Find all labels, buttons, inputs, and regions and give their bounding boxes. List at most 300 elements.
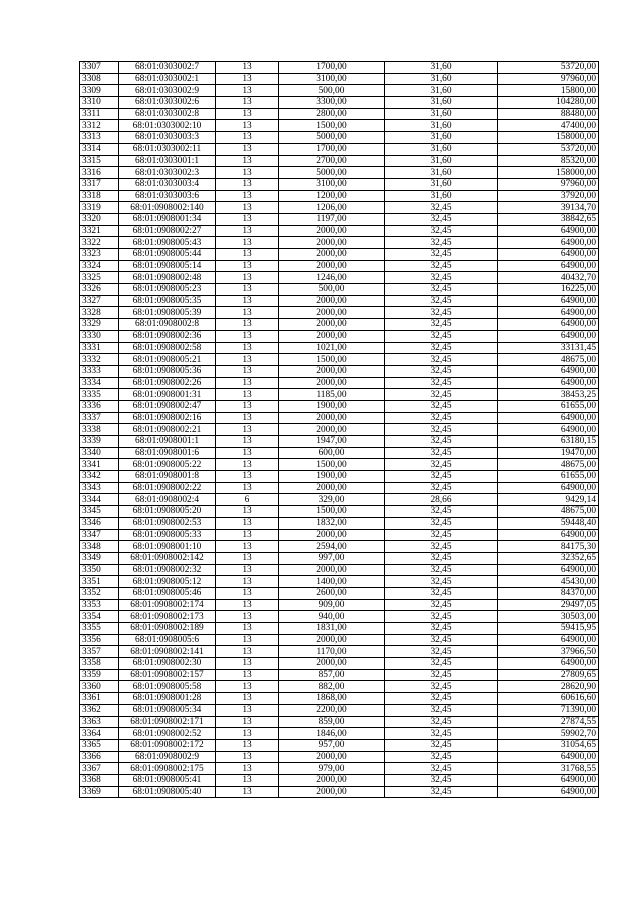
table-row	[80, 284, 599, 296]
amount-cell: 64900,00	[498, 634, 599, 646]
rate-cell: 32,45	[385, 471, 498, 483]
cadastral-number-cell: 68:01:0908001:34	[119, 213, 216, 225]
row-number-cell: 3340	[80, 447, 119, 459]
amount-cell: 64900,00	[498, 249, 599, 261]
data-table	[79, 61, 599, 798]
row-number-cell: 3330	[80, 330, 119, 342]
table-row	[80, 237, 599, 249]
cadastral-number-cell: 68:01:0908005:35	[119, 295, 216, 307]
row-number-cell: 3341	[80, 459, 119, 471]
area-cell: 3100,00	[279, 73, 385, 85]
row-number-cell: 3332	[80, 354, 119, 366]
amount-cell: 88480,00	[498, 108, 599, 120]
table-row	[80, 155, 599, 167]
amount-cell: 29497,05	[498, 599, 599, 611]
rate-cell: 32,45	[385, 774, 498, 786]
amount-cell: 16225,00	[498, 284, 599, 296]
amount-cell: 59902,70	[498, 728, 599, 740]
row-number-cell: 3366	[80, 751, 119, 763]
area-cell: 3300,00	[279, 97, 385, 109]
category-cell: 13	[216, 704, 279, 716]
category-cell: 13	[216, 97, 279, 109]
row-number-cell: 3310	[80, 97, 119, 109]
cadastral-number-cell: 68:01:0303003:3	[119, 132, 216, 144]
row-number-cell: 3307	[80, 62, 119, 74]
rate-cell: 32,45	[385, 319, 498, 331]
rate-cell: 32,45	[385, 436, 498, 448]
row-number-cell: 3356	[80, 634, 119, 646]
cadastral-number-cell: 68:01:0908005:44	[119, 249, 216, 261]
rate-cell: 32,45	[385, 295, 498, 307]
rate-cell: 31,60	[385, 73, 498, 85]
rate-cell: 32,45	[385, 307, 498, 319]
category-cell: 13	[216, 249, 279, 261]
amount-cell: 38842,65	[498, 213, 599, 225]
cadastral-number-cell: 68:01:0908002:4	[119, 494, 216, 506]
category-cell: 13	[216, 213, 279, 225]
rate-cell: 32,45	[385, 646, 498, 658]
row-number-cell: 3334	[80, 377, 119, 389]
row-number-cell: 3345	[80, 506, 119, 518]
rate-cell: 32,45	[385, 552, 498, 564]
area-cell: 1500,00	[279, 354, 385, 366]
amount-cell: 84370,00	[498, 587, 599, 599]
area-cell: 2700,00	[279, 155, 385, 167]
table-row	[80, 506, 599, 518]
cadastral-number-cell: 68:01:0908002:172	[119, 739, 216, 751]
rate-cell: 32,45	[385, 506, 498, 518]
table-row	[80, 669, 599, 681]
row-number-cell: 3354	[80, 611, 119, 623]
area-cell: 500,00	[279, 85, 385, 97]
row-number-cell: 3368	[80, 774, 119, 786]
rate-cell: 32,45	[385, 611, 498, 623]
table-row	[80, 494, 599, 506]
amount-cell: 31768,55	[498, 763, 599, 775]
category-cell: 13	[216, 319, 279, 331]
category-cell: 13	[216, 716, 279, 728]
row-number-cell: 3312	[80, 120, 119, 132]
table-row	[80, 471, 599, 483]
amount-cell: 64900,00	[498, 319, 599, 331]
category-cell: 13	[216, 424, 279, 436]
row-number-cell: 3365	[80, 739, 119, 751]
category-cell: 13	[216, 693, 279, 705]
area-cell: 859,00	[279, 716, 385, 728]
area-cell: 1700,00	[279, 143, 385, 155]
table-row	[80, 307, 599, 319]
area-cell: 957,00	[279, 739, 385, 751]
amount-cell: 64900,00	[498, 260, 599, 272]
area-cell: 2000,00	[279, 564, 385, 576]
table-row	[80, 774, 599, 786]
cadastral-number-cell: 68:01:0908005:41	[119, 774, 216, 786]
amount-cell: 97960,00	[498, 73, 599, 85]
area-cell: 3100,00	[279, 178, 385, 190]
area-cell: 329,00	[279, 494, 385, 506]
amount-cell: 31054,65	[498, 739, 599, 751]
category-cell: 13	[216, 178, 279, 190]
row-number-cell: 3316	[80, 167, 119, 179]
row-number-cell: 3325	[80, 272, 119, 284]
amount-cell: 158000,00	[498, 167, 599, 179]
cadastral-number-cell: 68:01:0908002:48	[119, 272, 216, 284]
rate-cell: 32,45	[385, 751, 498, 763]
rate-cell: 31,60	[385, 132, 498, 144]
category-cell: 13	[216, 237, 279, 249]
table-row	[80, 564, 599, 576]
row-number-cell: 3355	[80, 623, 119, 635]
table-row	[80, 73, 599, 85]
amount-cell: 64900,00	[498, 786, 599, 798]
amount-cell: 48675,00	[498, 459, 599, 471]
rate-cell: 32,45	[385, 669, 498, 681]
row-number-cell: 3309	[80, 85, 119, 97]
area-cell: 5000,00	[279, 132, 385, 144]
row-number-cell: 3311	[80, 108, 119, 120]
cadastral-number-cell: 68:01:0908002:142	[119, 552, 216, 564]
category-cell: 13	[216, 120, 279, 132]
rate-cell: 32,45	[385, 786, 498, 798]
amount-cell: 85320,00	[498, 155, 599, 167]
cadastral-number-cell: 68:01:0908005:22	[119, 459, 216, 471]
table-row	[80, 704, 599, 716]
area-cell: 1947,00	[279, 436, 385, 448]
table-row	[80, 389, 599, 401]
row-number-cell: 3317	[80, 178, 119, 190]
cadastral-number-cell: 68:01:0303002:8	[119, 108, 216, 120]
table-row	[80, 576, 599, 588]
area-cell: 1832,00	[279, 517, 385, 529]
amount-cell: 47400,00	[498, 120, 599, 132]
category-cell: 13	[216, 552, 279, 564]
amount-cell: 104280,00	[498, 97, 599, 109]
amount-cell: 48675,00	[498, 354, 599, 366]
table-row	[80, 751, 599, 763]
area-cell: 1246,00	[279, 272, 385, 284]
table-row	[80, 482, 599, 494]
amount-cell: 27809,65	[498, 669, 599, 681]
category-cell: 13	[216, 599, 279, 611]
rate-cell: 32,45	[385, 576, 498, 588]
row-number-cell: 3329	[80, 319, 119, 331]
category-cell: 13	[216, 132, 279, 144]
row-number-cell: 3349	[80, 552, 119, 564]
cadastral-number-cell: 68:01:0908005:21	[119, 354, 216, 366]
row-number-cell: 3369	[80, 786, 119, 798]
cadastral-number-cell: 68:01:0908005:23	[119, 284, 216, 296]
row-number-cell: 3331	[80, 342, 119, 354]
area-cell: 2000,00	[279, 377, 385, 389]
table-row	[80, 225, 599, 237]
row-number-cell: 3362	[80, 704, 119, 716]
amount-cell: 48675,00	[498, 506, 599, 518]
cadastral-number-cell: 68:01:0303003:6	[119, 190, 216, 202]
amount-cell: 40432,70	[498, 272, 599, 284]
category-cell: 13	[216, 73, 279, 85]
category-cell: 13	[216, 751, 279, 763]
amount-cell: 30503,00	[498, 611, 599, 623]
area-cell: 2000,00	[279, 482, 385, 494]
area-cell: 2600,00	[279, 587, 385, 599]
rate-cell: 32,45	[385, 739, 498, 751]
area-cell: 2000,00	[279, 330, 385, 342]
table-row	[80, 587, 599, 599]
table-row	[80, 681, 599, 693]
table-row	[80, 611, 599, 623]
cadastral-number-cell: 68:01:0908005:39	[119, 307, 216, 319]
rate-cell: 32,45	[385, 529, 498, 541]
rate-cell: 32,45	[385, 693, 498, 705]
table-row	[80, 85, 599, 97]
table-row	[80, 202, 599, 214]
cadastral-number-cell: 68:01:0908005:36	[119, 365, 216, 377]
row-number-cell: 3338	[80, 424, 119, 436]
amount-cell: 15800,00	[498, 85, 599, 97]
amount-cell: 84175,30	[498, 541, 599, 553]
cadastral-number-cell: 68:01:0908002:9	[119, 751, 216, 763]
amount-cell: 64900,00	[498, 424, 599, 436]
rate-cell: 32,45	[385, 260, 498, 272]
table-row	[80, 658, 599, 670]
table-row	[80, 330, 599, 342]
area-cell: 500,00	[279, 284, 385, 296]
amount-cell: 64900,00	[498, 412, 599, 424]
category-cell: 13	[216, 400, 279, 412]
category-cell: 13	[216, 389, 279, 401]
rate-cell: 32,45	[385, 459, 498, 471]
cadastral-number-cell: 68:01:0908002:174	[119, 599, 216, 611]
category-cell: 13	[216, 284, 279, 296]
cadastral-number-cell: 68:01:0908001:10	[119, 541, 216, 553]
row-number-cell: 3335	[80, 389, 119, 401]
area-cell: 2000,00	[279, 295, 385, 307]
category-cell: 13	[216, 681, 279, 693]
row-number-cell: 3350	[80, 564, 119, 576]
cadastral-number-cell: 68:01:0908002:32	[119, 564, 216, 576]
rate-cell: 32,45	[385, 728, 498, 740]
amount-cell: 64900,00	[498, 377, 599, 389]
area-cell: 2000,00	[279, 365, 385, 377]
cadastral-number-cell: 68:01:0908002:58	[119, 342, 216, 354]
category-cell: 13	[216, 447, 279, 459]
amount-cell: 38453,25	[498, 389, 599, 401]
area-cell: 1206,00	[279, 202, 385, 214]
area-cell: 1500,00	[279, 120, 385, 132]
area-cell: 1868,00	[279, 693, 385, 705]
row-number-cell: 3313	[80, 132, 119, 144]
area-cell: 2200,00	[279, 704, 385, 716]
area-cell: 2000,00	[279, 412, 385, 424]
rate-cell: 31,60	[385, 143, 498, 155]
row-number-cell: 3343	[80, 482, 119, 494]
category-cell: 13	[216, 190, 279, 202]
row-number-cell: 3326	[80, 284, 119, 296]
area-cell: 2000,00	[279, 529, 385, 541]
rate-cell: 31,60	[385, 62, 498, 74]
rate-cell: 32,45	[385, 634, 498, 646]
table-row	[80, 623, 599, 635]
rate-cell: 32,45	[385, 564, 498, 576]
cadastral-number-cell: 68:01:0908002:53	[119, 517, 216, 529]
cadastral-number-cell: 68:01:0908002:173	[119, 611, 216, 623]
cadastral-number-cell: 68:01:0908002:140	[119, 202, 216, 214]
amount-cell: 61655,00	[498, 400, 599, 412]
area-cell: 2000,00	[279, 249, 385, 261]
category-cell: 13	[216, 412, 279, 424]
area-cell: 2000,00	[279, 786, 385, 798]
rate-cell: 32,45	[385, 681, 498, 693]
category-cell: 13	[216, 85, 279, 97]
category-cell: 13	[216, 108, 279, 120]
row-number-cell: 3344	[80, 494, 119, 506]
rate-cell: 32,45	[385, 424, 498, 436]
category-cell: 13	[216, 634, 279, 646]
amount-cell: 60616,60	[498, 693, 599, 705]
area-cell: 5000,00	[279, 167, 385, 179]
cadastral-number-cell: 68:01:0303002:6	[119, 97, 216, 109]
category-cell: 13	[216, 225, 279, 237]
amount-cell: 64900,00	[498, 658, 599, 670]
category-cell: 13	[216, 529, 279, 541]
cadastral-number-cell: 68:01:0908005:40	[119, 786, 216, 798]
cadastral-number-cell: 68:01:0908005:12	[119, 576, 216, 588]
category-cell: 13	[216, 728, 279, 740]
rate-cell: 32,45	[385, 587, 498, 599]
table-row	[80, 693, 599, 705]
category-cell: 13	[216, 587, 279, 599]
rate-cell: 32,45	[385, 213, 498, 225]
rate-cell: 32,45	[385, 237, 498, 249]
category-cell: 13	[216, 482, 279, 494]
cadastral-number-cell: 68:01:0908001:28	[119, 693, 216, 705]
cadastral-number-cell: 68:01:0908005:20	[119, 506, 216, 518]
cadastral-number-cell: 68:01:0908002:189	[119, 623, 216, 635]
amount-cell: 64900,00	[498, 482, 599, 494]
rate-cell: 28,66	[385, 494, 498, 506]
amount-cell: 64900,00	[498, 751, 599, 763]
table-row	[80, 552, 599, 564]
rate-cell: 32,45	[385, 342, 498, 354]
table-row	[80, 634, 599, 646]
category-cell: 13	[216, 272, 279, 284]
amount-cell: 61655,00	[498, 471, 599, 483]
amount-cell: 33131,45	[498, 342, 599, 354]
area-cell: 882,00	[279, 681, 385, 693]
rate-cell: 32,45	[385, 517, 498, 529]
row-number-cell: 3319	[80, 202, 119, 214]
cadastral-number-cell: 68:01:0908005:46	[119, 587, 216, 599]
category-cell: 13	[216, 564, 279, 576]
cadastral-number-cell: 68:01:0303003:4	[119, 178, 216, 190]
table-row	[80, 120, 599, 132]
row-number-cell: 3351	[80, 576, 119, 588]
category-cell: 13	[216, 669, 279, 681]
area-cell: 1700,00	[279, 62, 385, 74]
category-cell: 13	[216, 307, 279, 319]
category-cell: 13	[216, 623, 279, 635]
cadastral-number-cell: 68:01:0303002:10	[119, 120, 216, 132]
table-row	[80, 400, 599, 412]
amount-cell: 64900,00	[498, 529, 599, 541]
amount-cell: 9429,14	[498, 494, 599, 506]
category-cell: 13	[216, 155, 279, 167]
row-number-cell: 3360	[80, 681, 119, 693]
area-cell: 2000,00	[279, 634, 385, 646]
area-cell: 940,00	[279, 611, 385, 623]
table-row	[80, 786, 599, 798]
amount-cell: 64900,00	[498, 295, 599, 307]
rate-cell: 32,45	[385, 447, 498, 459]
area-cell: 2000,00	[279, 319, 385, 331]
area-cell: 2000,00	[279, 751, 385, 763]
rate-cell: 32,45	[385, 330, 498, 342]
area-cell: 1400,00	[279, 576, 385, 588]
amount-cell: 37966,50	[498, 646, 599, 658]
row-number-cell: 3359	[80, 669, 119, 681]
table-row	[80, 541, 599, 553]
row-number-cell: 3357	[80, 646, 119, 658]
rate-cell: 31,60	[385, 167, 498, 179]
row-number-cell: 3339	[80, 436, 119, 448]
cadastral-number-cell: 68:01:0908002:36	[119, 330, 216, 342]
area-cell: 2000,00	[279, 237, 385, 249]
category-cell: 13	[216, 260, 279, 272]
table-body	[80, 62, 599, 798]
cadastral-number-cell: 68:01:0908002:30	[119, 658, 216, 670]
amount-cell: 64900,00	[498, 564, 599, 576]
row-number-cell: 3323	[80, 249, 119, 261]
rate-cell: 32,45	[385, 704, 498, 716]
category-cell: 13	[216, 377, 279, 389]
amount-cell: 19470,00	[498, 447, 599, 459]
rate-cell: 32,45	[385, 400, 498, 412]
table-row	[80, 517, 599, 529]
rate-cell: 32,45	[385, 272, 498, 284]
rate-cell: 32,45	[385, 541, 498, 553]
amount-cell: 53720,00	[498, 143, 599, 155]
category-cell: 13	[216, 646, 279, 658]
rate-cell: 31,60	[385, 108, 498, 120]
table-row	[80, 716, 599, 728]
area-cell: 909,00	[279, 599, 385, 611]
row-number-cell: 3358	[80, 658, 119, 670]
cadastral-number-cell: 68:01:0908002:22	[119, 482, 216, 494]
row-number-cell: 3314	[80, 143, 119, 155]
row-number-cell: 3361	[80, 693, 119, 705]
area-cell: 1200,00	[279, 190, 385, 202]
area-cell: 2594,00	[279, 541, 385, 553]
category-cell: 13	[216, 459, 279, 471]
table-row	[80, 424, 599, 436]
table-row	[80, 319, 599, 331]
amount-cell: 37920,00	[498, 190, 599, 202]
amount-cell: 64900,00	[498, 237, 599, 249]
rate-cell: 32,45	[385, 599, 498, 611]
area-cell: 1846,00	[279, 728, 385, 740]
category-cell: 13	[216, 330, 279, 342]
amount-cell: 39134,70	[498, 202, 599, 214]
amount-cell: 59415,95	[498, 623, 599, 635]
area-cell: 1500,00	[279, 459, 385, 471]
table-row	[80, 529, 599, 541]
table-row	[80, 178, 599, 190]
table-row	[80, 646, 599, 658]
cadastral-number-cell: 68:01:0908005:14	[119, 260, 216, 272]
table-row	[80, 62, 599, 74]
table-row	[80, 108, 599, 120]
table-row	[80, 97, 599, 109]
